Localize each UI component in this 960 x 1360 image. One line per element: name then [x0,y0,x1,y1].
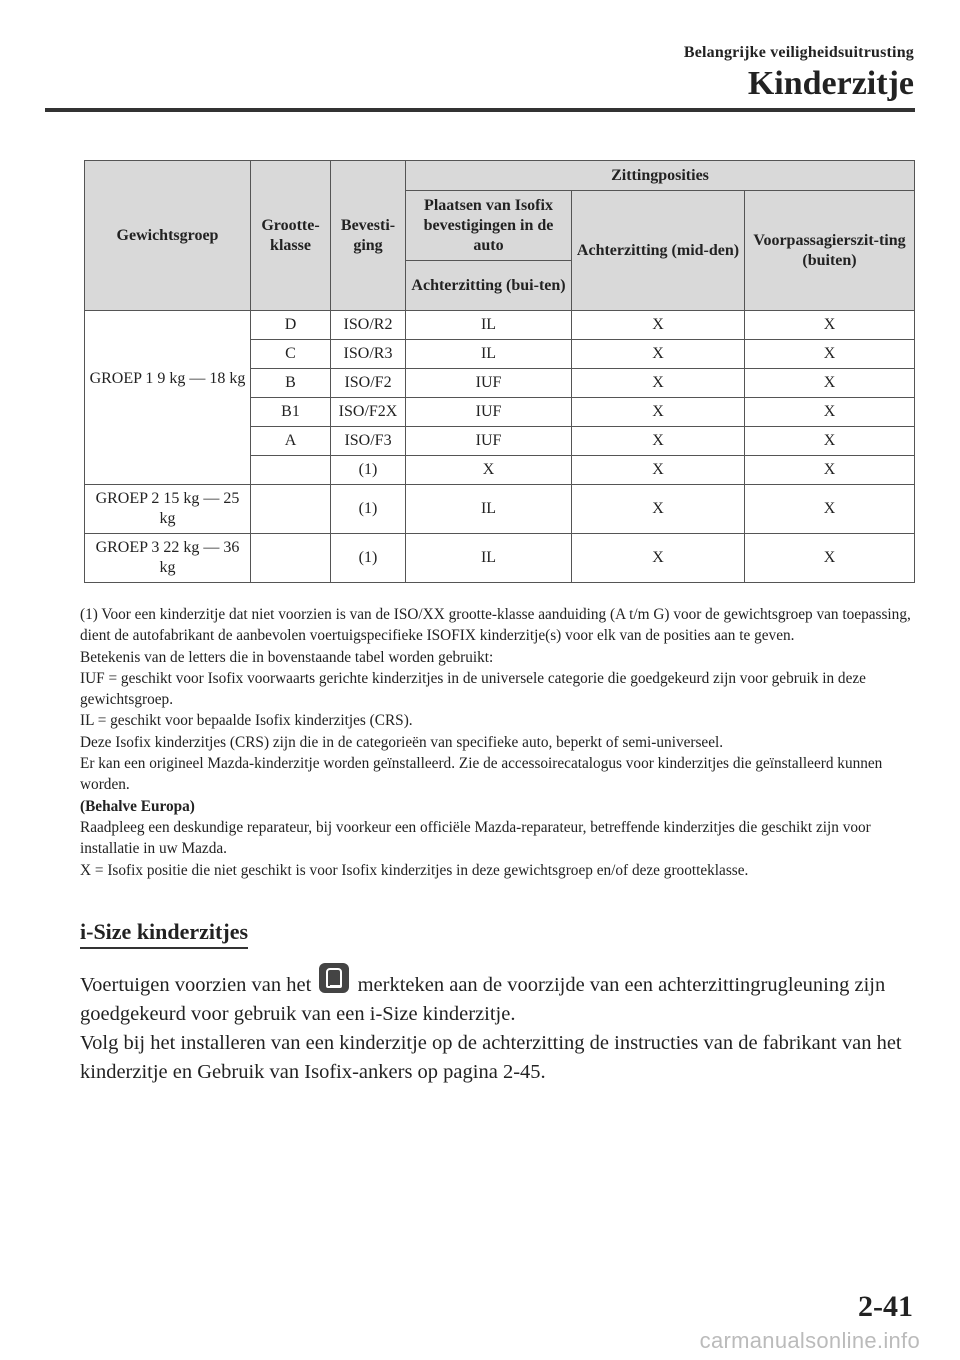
fixture-cell: ISO/F3 [331,427,406,456]
outer-cell: IL [406,340,572,369]
header-size-class: Grootte-klasse [251,161,331,311]
note-mazda-seat: Er kan een origineel Mazda-kinderzitje worden geïnstalleerd. Zie de accessoirecatalogus voor kinderzitjes die geïnstalleerd kunnen worden. [80,755,883,794]
header-isofix-positions: Plaatsen van Isofix bevestigingen in de auto [406,191,572,261]
isize-mark-icon [319,963,349,993]
note-legend-intro: Betekenis van de letters die in bovenstaande tabel worden gebruikt: [80,648,494,666]
size-cell: B [251,369,331,398]
front-cell: X [745,485,915,534]
middle-cell: X [572,340,745,369]
page-number: 2-41 [858,1290,913,1323]
group-label: GROEP 1 9 kg ― 18 kg [85,311,251,485]
front-cell: X [745,534,915,583]
size-cell: A [251,427,331,456]
isize-text-before: Voertuigen voorzien van het [80,974,312,996]
size-cell [251,534,331,583]
fixture-cell: (1) [331,456,406,485]
table-row [85,311,915,340]
isize-paragraph-2: Volg bij het installeren van een kinderzitje op de achterzitting de instructies van de fabrikant van het kinderzitje en Gebruik van Isofix-ankers op pagina 2-45. [80,1032,902,1083]
outer-cell: IL [406,485,572,534]
fixture-cell: ISO/F2 [331,369,406,398]
section-title: Belangrijke veiligheidsuitrusting [683,44,914,61]
watermark: carmanualsonline.info [699,1328,920,1353]
isize-paragraph-1 [80,963,920,1029]
isofix-table [84,160,915,583]
header-rear-middle: Achterzitting (mid-den) [572,191,745,311]
outer-cell: IUF [406,427,572,456]
middle-cell: X [572,485,745,534]
size-cell: B1 [251,398,331,427]
front-cell: X [745,456,915,485]
outer-cell: IUF [406,398,572,427]
header-weight-group: Gewichtsgroep [85,161,251,311]
middle-cell: X [572,534,745,583]
size-cell [251,456,331,485]
fixture-cell: ISO/R3 [331,340,406,369]
size-cell [251,485,331,534]
fixture-cell: (1) [331,534,406,583]
table-row [85,534,915,583]
header-fixture: Bevesti-ging [331,161,406,311]
note-except-europe: (Behalve Europa) [80,797,195,815]
middle-cell: X [572,311,745,340]
group-label: GROEP 3 22 kg ― 36 kg [85,534,251,583]
group-label: GROEP 2 15 kg ― 25 kg [85,485,251,534]
size-cell: D [251,311,331,340]
size-cell: C [251,340,331,369]
fixture-cell: ISO/R2 [331,311,406,340]
note-footnote-1: (1) Voor een kinderzitje dat niet voorzien is van de ISO/XX grootte-klasse aanduiding (A t/m G) voor de gewichtsgroep van toepassing, dient de autofabrikant de aanbevolen voertuigspecifieke ISOFIX kinderzitje(s) voor elk van de posities aan te geven. [80,606,911,645]
isize-text-after: merkteken aan de voorzijde van een achterzittingrugleuning zijn goedgekeurd voor gebruik van een i-Size kinderzitje. [80,974,886,1025]
front-cell: X [745,311,915,340]
front-cell: X [745,369,915,398]
header-rear-outer: Achterzitting (bui-ten) [406,261,572,311]
middle-cell: X [572,398,745,427]
page-header [684,44,914,104]
header-front-passenger: Voorpassagierszit-ting (buiten) [745,191,915,311]
front-cell: X [745,340,915,369]
header-seating-positions: Zittingposities [406,161,915,191]
table-notes [80,604,920,881]
front-cell: X [745,398,915,427]
middle-cell: X [572,456,745,485]
outer-cell: IL [406,311,572,340]
middle-cell: X [572,369,745,398]
fixture-cell: (1) [331,485,406,534]
table-row [85,485,915,534]
outer-cell: X [406,456,572,485]
outer-cell: IUF [406,369,572,398]
front-cell: X [745,427,915,456]
note-il: IL = geschikt voor bepaalde Isofix kinderzitjes (CRS). [80,712,413,730]
note-crs-categories: Deze Isofix kinderzitjes (CRS) zijn die in de categorieën van specifieke auto, beperkt of semi-universeel. [80,733,724,751]
isize-heading: i-Size kinderzitjes [80,918,248,949]
note-x: X = Isofix positie die niet geschikt is voor Isofix kinderzitjes in deze gewichtsgroep en/of deze grootteklasse. [80,861,749,879]
isize-body [80,963,920,1087]
outer-cell: IL [406,534,572,583]
middle-cell: X [572,427,745,456]
note-consult-dealer: Raadpleeg een deskundige reparateur, bij voorkeur een officiële Mazda-reparateur, betreffende kinderzitjes die geschikt zijn voor installatie in uw Mazda. [80,818,871,858]
note-iuf: IUF = geschikt voor Isofix voorwaarts gerichte kinderzitjes in de universele categorie die goedgekeurd zijn voor gebruik in deze gewichtsgroep. [80,669,866,709]
header-rule [45,108,915,112]
chapter-title: Kinderzitje [747,65,914,102]
fixture-cell: ISO/F2X [331,398,406,427]
